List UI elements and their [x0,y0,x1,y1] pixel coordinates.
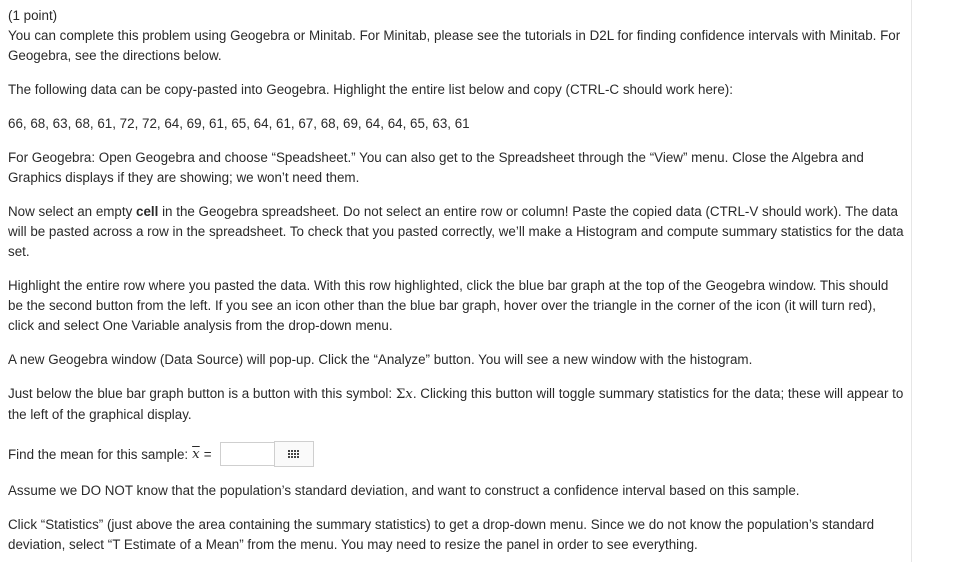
cell-emphasis: cell [136,204,159,219]
intro-paragraph: You can complete this problem using Geogebra or Minitab. For Minitab, please see the tutorials in D2L for finding confidence intervals with Minitab. For Geogebra, see the directions below. [8,28,901,63]
copy-instruction-paragraph: The following data can be copy-pasted into Geogebra. Highlight the entire list below and copy (CTRL-C should work here): [8,82,733,97]
select-cell-text-after: in the Geogebra spreadsheet. Do not select an entire row or column! Paste the copied data (CTRL-V should work). The data will be pasted across a row in the spreadsheet. To check that you pasted correctly, we’ll make a Histogram and compute summary statistics for the data set. [8,204,904,259]
data-list: 66, 68, 63, 68, 61, 72, 72, 64, 69, 61, 65, 64, 61, 67, 68, 69, 64, 64, 65, 63, 61 [8,116,470,131]
assume-paragraph: Assume we DO NOT know that the population’s standard deviation, and want to construct a confidence interval based on this sample. [8,483,800,498]
sigma-x-symbol: x [405,387,413,402]
grid-icon [288,450,299,458]
equals-sign: = [203,446,212,462]
new-window-paragraph: A new Geogebra window (Data Source) will pop-up. Click the “Analyze” button. You will see a new window with the histogram. [8,352,753,367]
sigma-text-after: . Clicking this button will toggle summary statistics for the data; these will appear to the left of the graphical display. [8,386,904,422]
select-cell-paragraph [8,202,911,262]
statistics-click-paragraph: Click “Statistics” (just above the area containing the summary statistics) to get a drop-down menu. Since we do not know the population’s standard deviation, select “T Estimate of a Mean” from the menu. You may need to resize the panel in order to see everything. [8,517,875,552]
mean-answer-input[interactable] [220,442,274,466]
sigma-symbol: Σ [395,387,406,402]
sigma-paragraph [8,384,911,425]
select-cell-text-before: Now select an empty [8,204,137,219]
sigma-text-before: Just below the blue bar graph button is a button with this symbol: [8,386,396,401]
highlight-row-paragraph: Highlight the entire row where you pasted the data. With this row highlighted, click the blue bar graph at the top of the Geogebra window. This should be the second button from the left. If you see an icon other than the blue bar graph, hover over the triangle in the corner of the icon (it will turn red), click and select One Variable analysis from the drop-down menu. [8,278,889,333]
mean-answer-row [8,439,911,469]
mean-prompt-label: Find the mean for this sample: [8,446,189,462]
x-bar-symbol: $\overline{x}$ [192,446,200,462]
equation-editor-button[interactable] [274,441,314,467]
points-label: (1 point) [8,8,58,23]
geogebra-open-paragraph: For Geogebra: Open Geogebra and choose “Speadsheet.” You can also get to the Spreadsheet through the “View” menu. Close the Algebra and Graphics displays if they are showing; we won’t need them. [8,150,864,185]
